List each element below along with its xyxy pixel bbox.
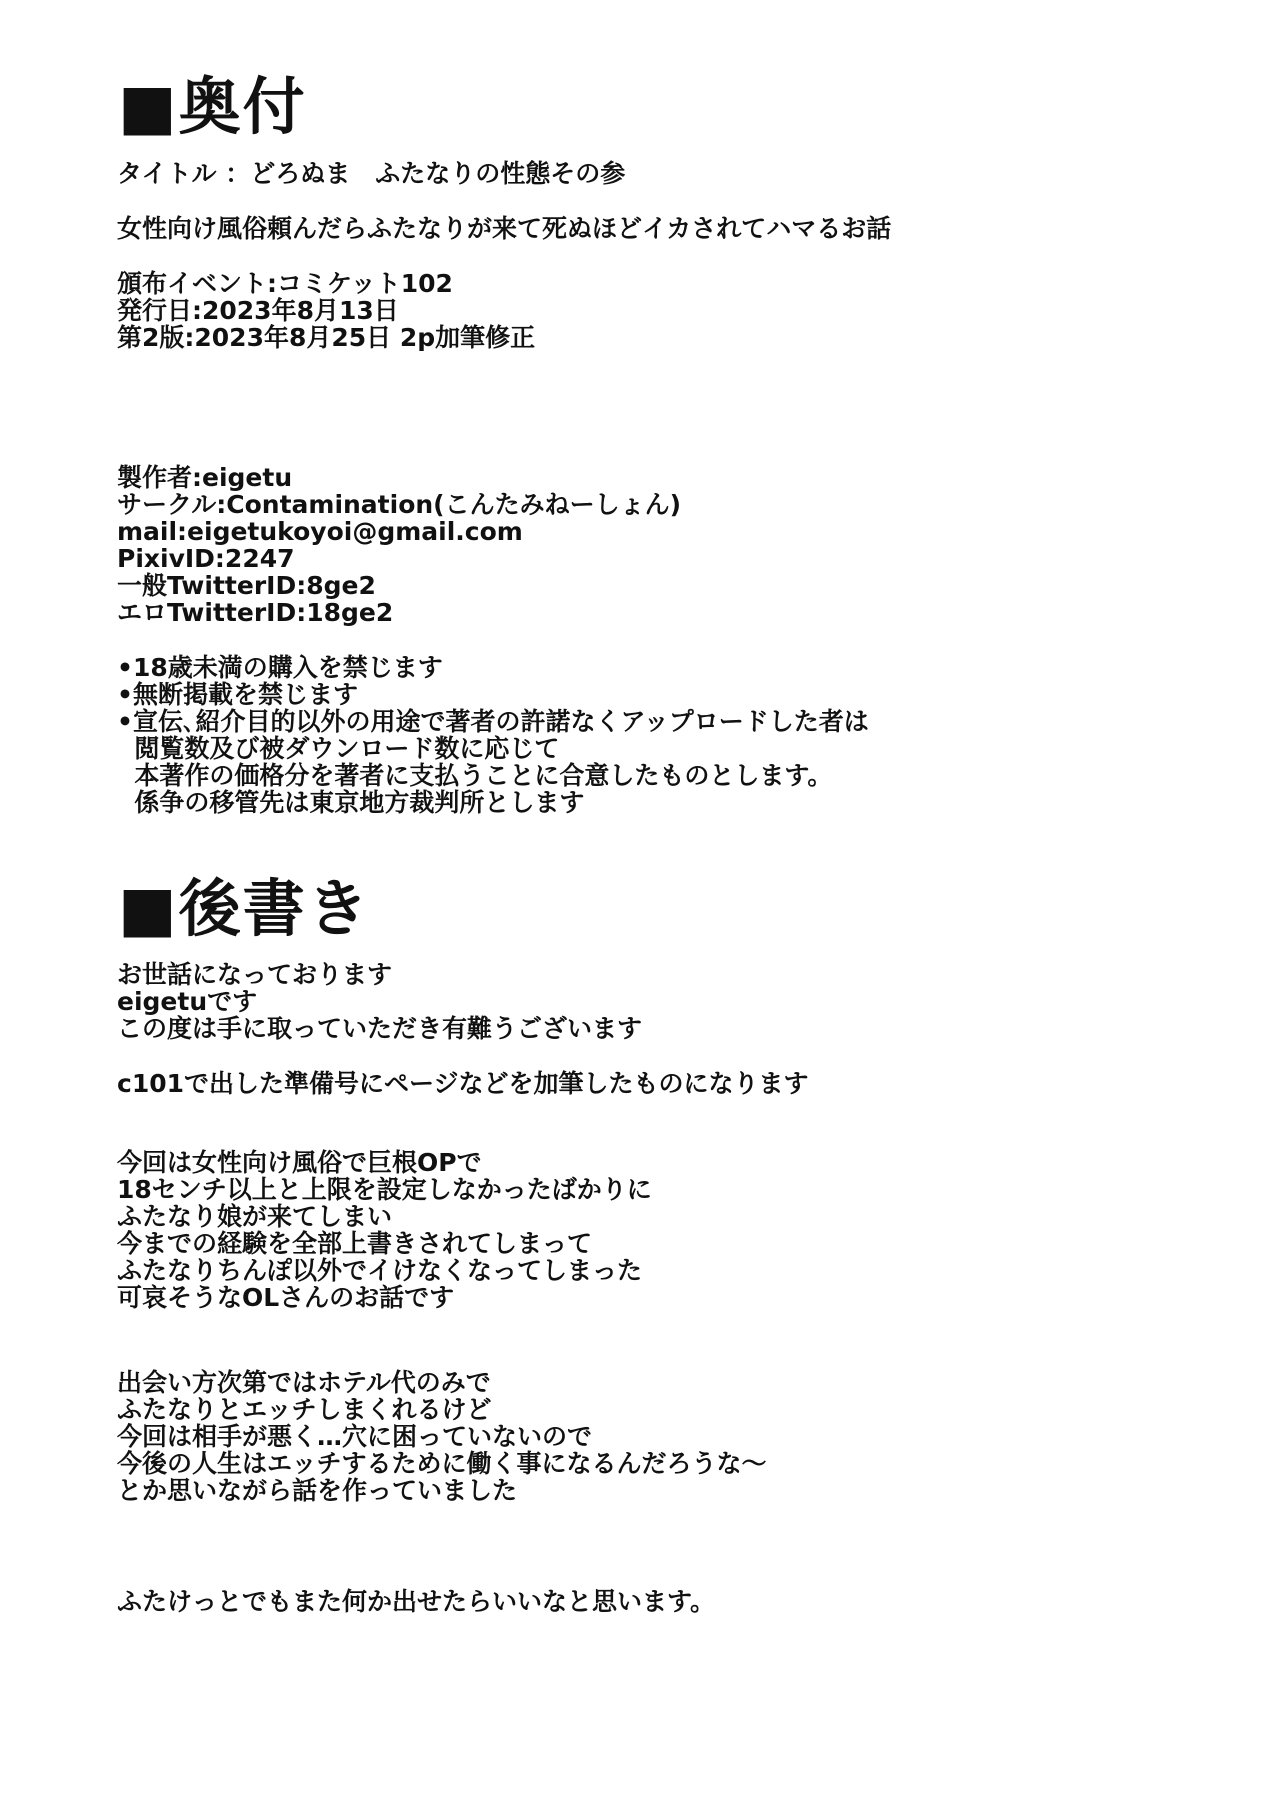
author-line: 製作者:eigetu <box>117 463 293 492</box>
colophon-heading: ■奥付 <box>118 70 307 143</box>
afterword-final-block <box>117 1588 715 1615</box>
afterword-line: ふたなり娘が来てしまい <box>117 1202 393 1231</box>
second-edition-line: 第2版:2023年8月25日 2p加筆修正 <box>117 323 536 352</box>
notice-line: •宣伝､紹介目的以外の用途で著者の許諾なくアップロードした者は <box>117 707 869 736</box>
afterword-line: お世話になっております <box>117 960 393 989</box>
afterword-line: ふたなりとエッチしまくれるけど <box>117 1395 492 1424</box>
notice-line: 係争の移管先は東京地方裁判所とします <box>117 788 585 817</box>
circle-line: サークル:Contamination(こんたみねーしょん) <box>117 490 682 519</box>
afterword-line: ふたなりちんぽ以外でイけなくなってしまった <box>117 1256 643 1285</box>
notice-block <box>117 654 869 816</box>
afterword-line: 18センチ以上と上限を設定しなかったばかりに <box>117 1175 652 1204</box>
author-info-block <box>117 464 681 626</box>
afterword-story-block <box>117 1149 652 1311</box>
book-subtitle-line <box>117 215 891 242</box>
afterword-line: eigetuです <box>117 987 258 1016</box>
publish-date-line: 発行日:2023年8月13日 <box>117 296 399 325</box>
notice-line: •無断掲載を禁じます <box>117 680 358 709</box>
afterword-greeting-block <box>117 961 642 1042</box>
afterword-line: 今回は女性向け風俗で巨根OPで <box>117 1148 482 1177</box>
afterword-line: c101で出した準備号にページなどを加筆したものになります <box>117 1069 809 1098</box>
adult-twitter-line: エロTwitterID:18ge2 <box>117 598 394 627</box>
book-title-text: タイトル ：どろぬま ふたなりの性態その参 <box>117 159 626 188</box>
afterword-line: 出会い方次第ではホテル代のみで <box>117 1368 491 1397</box>
notice-line: •18歳未満の購入を禁じます <box>117 653 443 682</box>
afterword-line: 今回は相手が悪く…穴に困っていないので <box>117 1422 593 1451</box>
afterword-line: 今後の人生はエッチするために働く事になるんだろうな〜 <box>117 1449 767 1478</box>
book-title-line <box>117 160 625 187</box>
afterword-closing-block <box>117 1369 767 1504</box>
general-twitter-line: 一般TwitterID:8ge2 <box>117 571 376 600</box>
notice-line: 本著作の価格分を著者に支払うことに合意したものとします。 <box>117 761 833 790</box>
afterword-c101-block <box>117 1070 809 1097</box>
afterword-heading: ■後書き <box>118 872 371 945</box>
book-subtitle-text: 女性向け風俗頼んだらふたなりが来て死ぬほどイカされてハマるお話 <box>117 214 892 243</box>
afterword-line: とか思いながら話を作っていました <box>117 1476 518 1505</box>
mail-line: mail:eigetukoyoi@gmail.com <box>117 517 523 546</box>
event-line: 頒布イベント:コミケット102 <box>117 269 453 298</box>
afterword-line: ふたけっとでもまた何か出せたらいいなと思います。 <box>117 1587 716 1616</box>
pixiv-line: PixivID:2247 <box>117 544 295 573</box>
publication-info-block <box>117 270 535 351</box>
afterword-line: 可哀そうなOLさんのお話です <box>117 1283 455 1312</box>
notice-line: 閲覧数及び被ダウンロード数に応じて <box>117 734 560 763</box>
afterword-line: 今までの経験を全部上書きされてしまって <box>117 1229 593 1258</box>
afterword-line: この度は手に取っていただき有難うございます <box>117 1014 643 1043</box>
